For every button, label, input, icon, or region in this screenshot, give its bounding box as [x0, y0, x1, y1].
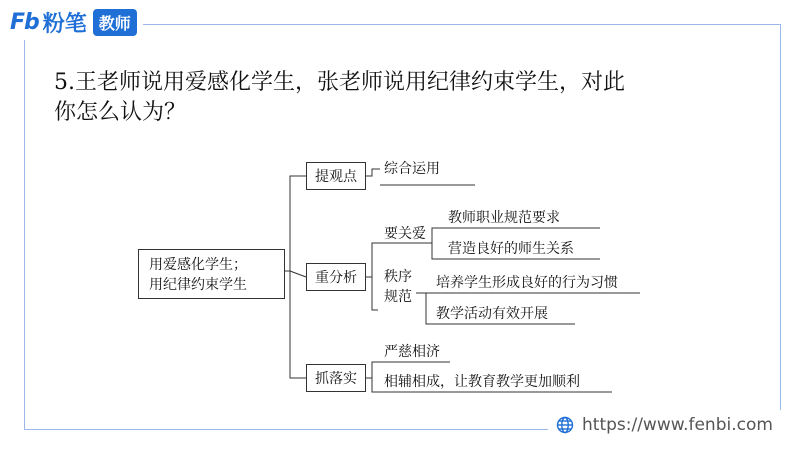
footer-url-text[interactable]: https://www.fenbi.com — [582, 415, 773, 435]
branch-viewpoint — [306, 162, 366, 190]
branch-implementation-label: 抓落实 — [315, 371, 357, 387]
root-line-2: 用纪律约束学生 — [149, 277, 247, 293]
question-line-1: 5.王老师说用爱感化学生，张老师说用纪律约束学生，对此 — [54, 70, 625, 95]
leaf-habits: 培养学生形成良好的行为习惯 — [436, 275, 618, 291]
leaf-norms: 教师职业规范要求 — [448, 210, 560, 226]
leaf-teaching: 教学活动有效开展 — [436, 306, 548, 322]
logo-badge: 教师 — [93, 9, 137, 36]
mindmap-root — [138, 249, 285, 299]
sub-order-line-2: 规范 — [384, 289, 412, 305]
logo-name: 粉笔 — [42, 11, 87, 37]
sub-care: 要关爱 — [384, 226, 426, 242]
root-line-1: 用爱感化学生； — [149, 257, 247, 273]
leaf-comprehensive: 综合运用 — [384, 161, 440, 177]
footer-url[interactable] — [548, 410, 781, 440]
leaf-relationship: 营造良好的师生关系 — [448, 241, 574, 257]
question-line-2: 你怎么认为？ — [54, 100, 187, 125]
leaf-complement: 相辅相成，让教育教学更加顺利 — [384, 374, 580, 390]
logo-mark: Fb — [10, 9, 39, 35]
branch-analysis-label: 重分析 — [315, 270, 357, 286]
branch-viewpoint-label: 提观点 — [315, 169, 357, 185]
sub-order-line-1: 秩序 — [384, 269, 412, 285]
leaf-strict-kind: 严慈相济 — [384, 344, 440, 360]
globe-icon — [556, 416, 574, 434]
branch-implementation — [306, 364, 366, 392]
branch-analysis — [306, 263, 366, 291]
